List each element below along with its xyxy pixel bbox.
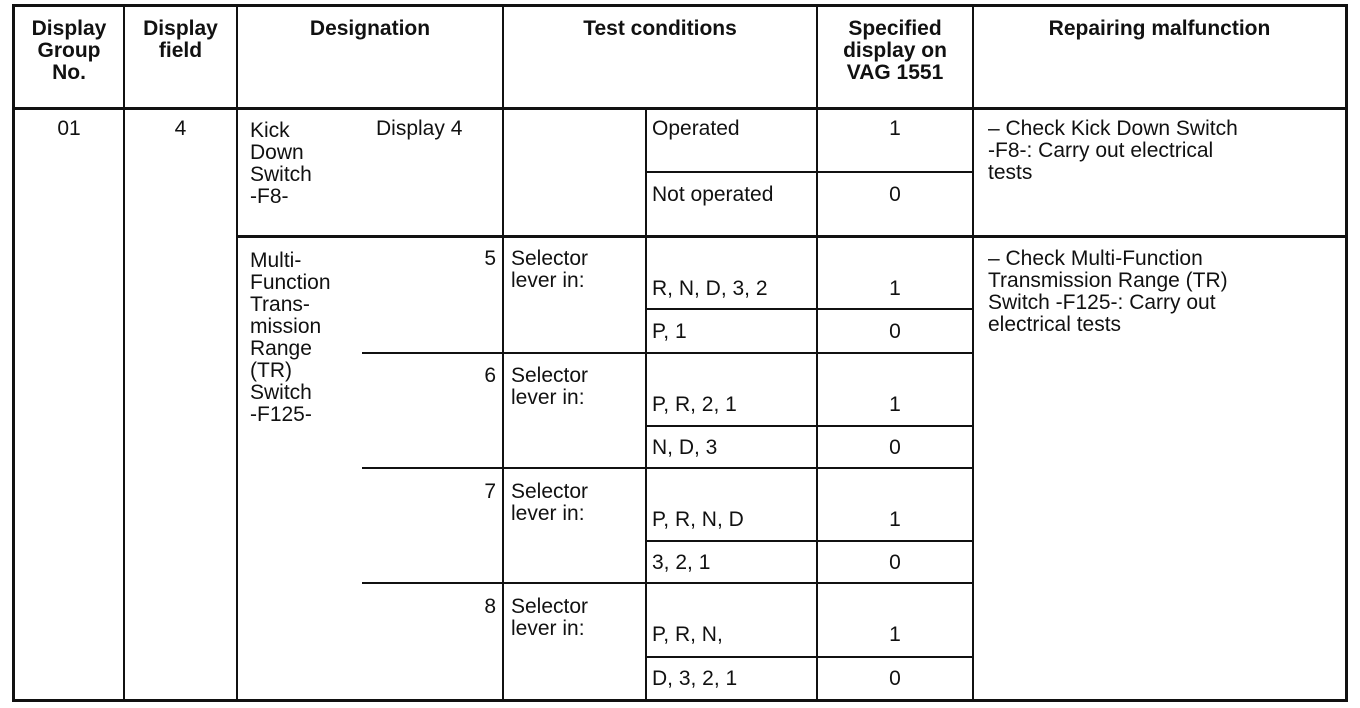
mf-field-8-value-2: 0 (889, 667, 901, 690)
mf-field-5-selector: Selector lever in: (511, 247, 589, 292)
mf-field-5-value-1: 1 (889, 277, 901, 300)
display-field-value: 4 (174, 117, 187, 140)
mf-field-7-selector: Selector lever in: (511, 480, 589, 525)
mf-field-7-condition-1: P, R, N, D (652, 508, 744, 531)
mf-repair: – Check Multi-Function Transmission Range (TR) Switch -F125-: Carry out electrical tests (988, 247, 1228, 336)
mf-field-number-5: 5 (484, 247, 496, 270)
mf-designation: Multi- Function Trans- mission Range (TR) Switch -F125- (250, 249, 331, 426)
mf-field-number-8: 8 (484, 595, 496, 618)
mf-field-7-condition-2: 3, 2, 1 (652, 551, 711, 574)
mf-field-5-value-2: 0 (889, 320, 901, 343)
table-border-bottom (12, 699, 1348, 702)
kick-cond-divider (645, 108, 647, 236)
mf-field-6-selector: Selector lever in: (511, 364, 589, 409)
mf-field-number-6: 6 (484, 364, 496, 387)
header-group-no: Display Group No. (31, 17, 107, 84)
mf-field-5-condition-2: P, 1 (652, 320, 687, 343)
mf-field-7-value-1: 1 (889, 508, 901, 531)
mf-field-6-value-2: 0 (889, 436, 901, 459)
kick-row-divider (645, 171, 974, 173)
mf-field-8-value-1: 1 (889, 623, 901, 646)
mf-field-7-value-2: 0 (889, 551, 901, 574)
kick-down-value-2: 0 (889, 183, 901, 206)
mf-row-divider-7 (645, 540, 974, 542)
header-designation: Designation (309, 17, 431, 40)
kick-down-condition-1: Operated (652, 117, 740, 140)
mf-field-6-condition-2: N, D, 3 (652, 436, 718, 459)
kick-down-value-1: 1 (889, 117, 901, 140)
mf-row-divider-8 (645, 656, 974, 658)
mf-field-8-condition-2: D, 3, 2, 1 (652, 667, 738, 690)
table-border-top (12, 4, 1348, 7)
mf-cond-divider (645, 236, 647, 702)
kick-down-display-label: Display 4 (376, 117, 463, 140)
mf-field-5-condition-1: R, N, D, 3, 2 (652, 277, 768, 300)
header-divider (12, 107, 1348, 110)
group-no-value: 01 (57, 117, 81, 140)
block-divider (236, 235, 1348, 238)
header-display-field: Display field (143, 17, 218, 62)
mf-field-8-selector: Selector lever in: (511, 595, 589, 640)
header-repairing: Repairing malfunction (1048, 17, 1271, 40)
mf-field-6-condition-1: P, R, 2, 1 (652, 393, 737, 416)
mf-field-divider-3 (362, 582, 974, 584)
kick-down-repair: – Check Kick Down Switch -F8-: Carry out electrical tests (988, 117, 1238, 184)
kick-down-condition-2: Not operated (652, 183, 774, 206)
mf-field-divider-2 (362, 467, 974, 469)
mf-row-divider-5 (645, 308, 974, 310)
mf-field-divider-1 (362, 352, 974, 354)
mf-row-divider-6 (645, 425, 974, 427)
header-test-conditions: Test conditions (583, 17, 737, 40)
col-divider-1 (123, 4, 125, 702)
mf-field-number-7: 7 (484, 480, 496, 503)
kick-down-designation: Kick Down Switch -F8- (250, 119, 312, 208)
mf-field-6-value-1: 1 (889, 393, 901, 416)
col-divider-2 (236, 4, 238, 702)
header-specified-display: Specified display on VAG 1551 (843, 17, 947, 84)
mf-field-8-condition-1: P, R, N, (652, 623, 723, 646)
